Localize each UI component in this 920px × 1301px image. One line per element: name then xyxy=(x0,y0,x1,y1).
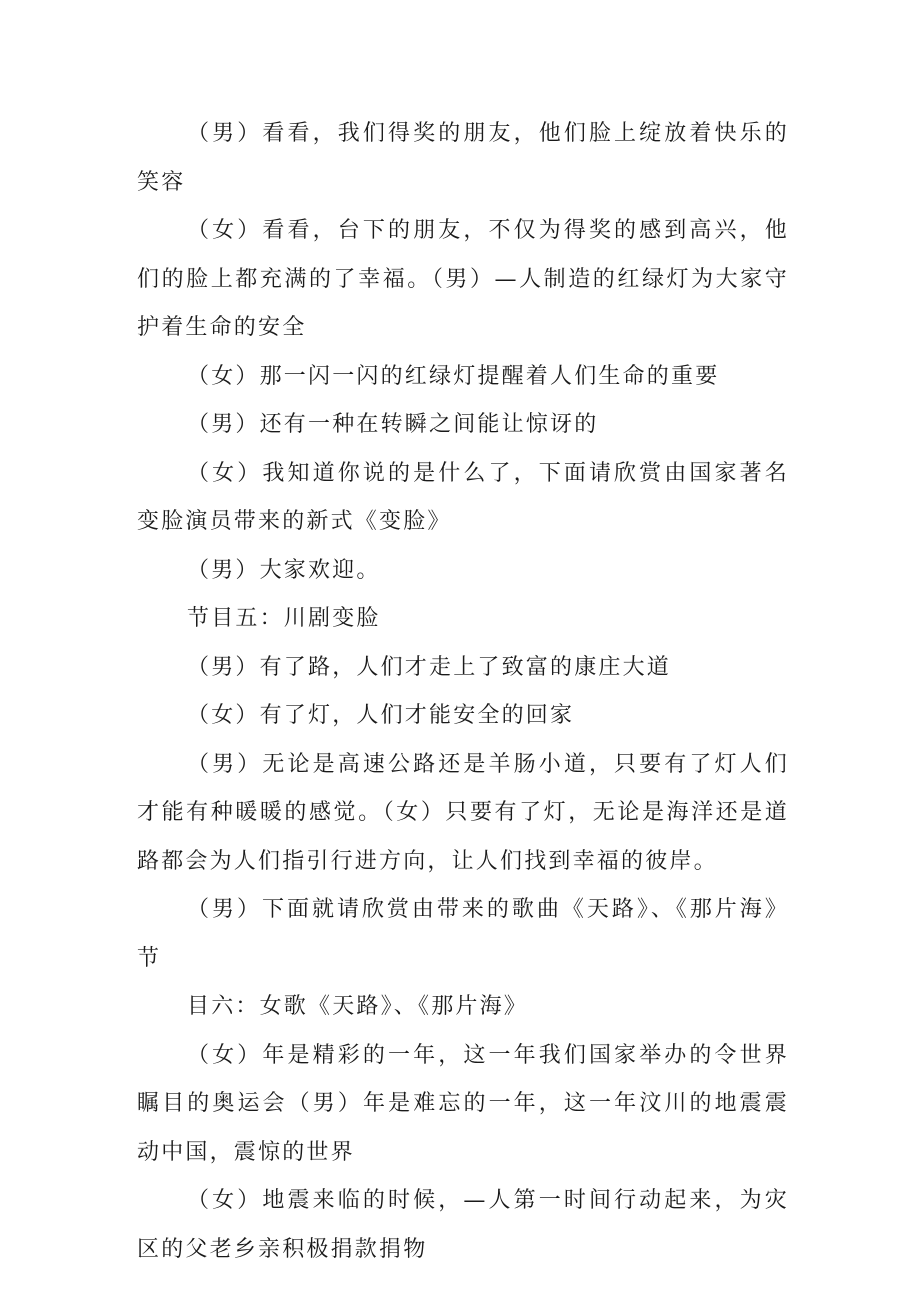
paragraph-8: （男）有了路，人们才走上了致富的康庄大道 xyxy=(187,654,672,680)
paragraph-12: 目六：女歌《天路》、《那片海》 xyxy=(187,994,529,1019)
paragraph-10: （男）无论是高速公路还是羊肠小道，只要有了灯人们才能有种暖暖的感觉。（女）只要有了灯，无论是海洋还是道路都会为人们指引行进方向，让人们找到幸福的彼岸。 xyxy=(137,751,789,874)
paragraph-14: （女）地震来临的时候，—人第一时间行动起来，为灾区的父老乡亲积极捐款捐物 xyxy=(137,1188,789,1262)
paragraph-9: （女）有了灯，人们才能安全的回家 xyxy=(187,703,575,728)
paragraph-1: （男）看看，我们得奖的朋友，他们脸上绽放着快乐的笑容 xyxy=(137,121,789,195)
paragraph-11: （男）下面就请欣赏由带来的歌曲《天路》、《那片海》节 xyxy=(137,897,789,971)
document-body xyxy=(137,110,789,1274)
paragraph-6: （男）大家欢迎。 xyxy=(187,557,381,583)
paragraph-2: （女）看看，台下的朋友，不仅为得奖的感到高兴，他们的脸上都充满的了幸福。（男）—人制造的红绿灯为大家守护着生命的安全 xyxy=(137,218,789,340)
paragraph-3: （女）那一闪一闪的红绿灯提醒着人们生命的重要 xyxy=(187,363,720,389)
paragraph-5: （女）我知道你说的是什么了，下面请欣赏由国家著名变脸演员带来的新式《变脸》 xyxy=(137,460,789,534)
paragraph-7: 节目五：川剧变脸 xyxy=(187,606,381,631)
paragraph-4: （男）还有一种在转瞬之间能让惊讶的 xyxy=(187,412,599,437)
paragraph-13: （女）年是精彩的一年，这一年我们国家举办的令世界瞩目的奥运会（男）年是难忘的一年，这一年汶川的地震震动中国，震惊的世界 xyxy=(137,1042,789,1165)
